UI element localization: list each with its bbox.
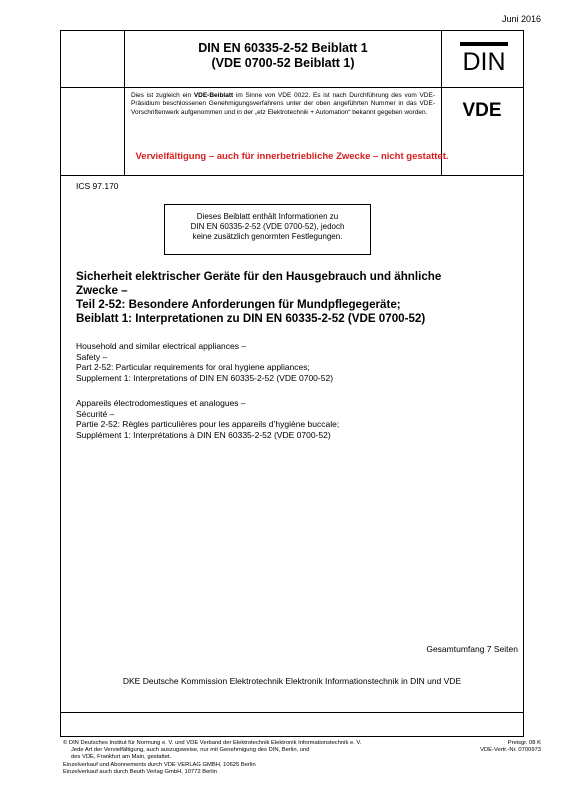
title-line: Sicherheit elektrischer Geräte für den Hausgebrauch und ähnliche <box>76 270 442 283</box>
total-pages: Gesamtumfang 7 Seiten <box>426 644 518 654</box>
vde-order-number: VDE-Vertr.-Nr. 0700973 <box>480 747 541 754</box>
title-line: Sécurité – <box>76 408 115 419</box>
german-title <box>76 270 516 326</box>
price-info <box>480 740 541 754</box>
publication-date: Juni 2016 <box>501 14 541 24</box>
din-logo <box>459 41 509 75</box>
title-line: Household and similar electrical appliances – <box>76 341 247 351</box>
dke-line: DKE Deutsche Kommission Elektrotechnik Elektronik Informationstechnik in DIN und VDE <box>122 676 462 686</box>
ics-code: ICS 97.170 <box>76 181 119 191</box>
footer-line: Einzelverkauf auch durch Beuth Verlag GmbH, 10772 Berlin <box>63 768 218 775</box>
reproduction-warning: Vervielfältigung – auch für innerbetriebliche Zwecke – nicht gestattet. <box>135 151 449 162</box>
title-line: Supplement 1: Interpretations of DIN EN 60335-2-52 (VDE 0700-52) <box>76 372 334 383</box>
title-line: Supplément 1: Interprétations à DIN EN 60335-2-52 (VDE 0700-52) <box>76 429 331 440</box>
notice-line: DIN EN 60335-2-52 (VDE 0700-52), jedoch <box>190 222 345 231</box>
title-page-frame <box>60 30 524 737</box>
vde-logo-text: VDE <box>462 100 502 119</box>
title-line: Zwecke – <box>76 284 128 297</box>
divider <box>61 712 523 713</box>
document-number: DIN EN 60335-2-52 Beiblatt 1 <box>198 41 368 55</box>
document-number-block <box>124 31 442 87</box>
price-group: Preisgr. 08 K <box>507 740 541 746</box>
english-title <box>76 341 516 383</box>
footer-line: des VDE, Frankfurt am Main, gestattet. <box>71 754 172 761</box>
title-line: Partie 2-52: Règles particulières pour les appareils d’hygiène buccale; <box>76 419 340 429</box>
header-row <box>61 31 523 88</box>
title-line: Teil 2-52: Besondere Anforderungen für Mundpflegegeräte; <box>76 298 401 311</box>
vde-notice-bold: VDE-Beiblatt <box>193 92 234 99</box>
vde-notice-intro: Dies ist zugleich ein <box>131 92 194 99</box>
footer-line: Jede Art der Vervielfältigung, auch auszugsweise, nur mit Genehmigung des DIN, Berlin, und <box>71 747 310 754</box>
footer-line: Einzelverkauf und Abonnements durch VDE VERLAG GMBH, 10625 Berlin <box>63 761 256 768</box>
din-logo-text: DIN <box>462 48 506 75</box>
vde-notice-rest: im Sinne von VDE 0022. Es ist nach Durchführung des vom VDE-Präsidium beschlossenen Genehmigungsverfahrens unter der oben angeführten Nummer in das VDE-Vorschriftenwerk aufgenommen und in der „etz Elektrotechnik + Automation“ bekannt gegeben worden. <box>131 92 435 116</box>
supplement-notice-box <box>164 204 371 255</box>
subheader-row <box>61 87 523 176</box>
vde-logo <box>453 99 511 119</box>
notice-line: keine zusätzlich genormten Festlegungen. <box>192 232 343 241</box>
french-title <box>76 398 516 440</box>
notice-line: Dieses Beiblatt enthält Informationen zu <box>196 212 339 221</box>
footer-line: © DIN Deutsches Institut für Normung e. V. und VDE Verband der Elektrotechnik Elektronik Informationstechnik e. V. <box>63 740 362 746</box>
copyright-footer <box>63 740 413 776</box>
title-line: Appareils électrodomestiques et analogues – <box>76 398 246 408</box>
title-line: Beiblatt 1: Interpretationen zu DIN EN 60335-2-52 (VDE 0700-52) <box>76 312 426 325</box>
vde-classification: (VDE 0700-52 Beiblatt 1) <box>211 56 355 70</box>
title-line: Part 2-52: Particular requirements for oral hygiene appliances; <box>76 362 310 372</box>
title-line: Safety – <box>76 351 108 362</box>
